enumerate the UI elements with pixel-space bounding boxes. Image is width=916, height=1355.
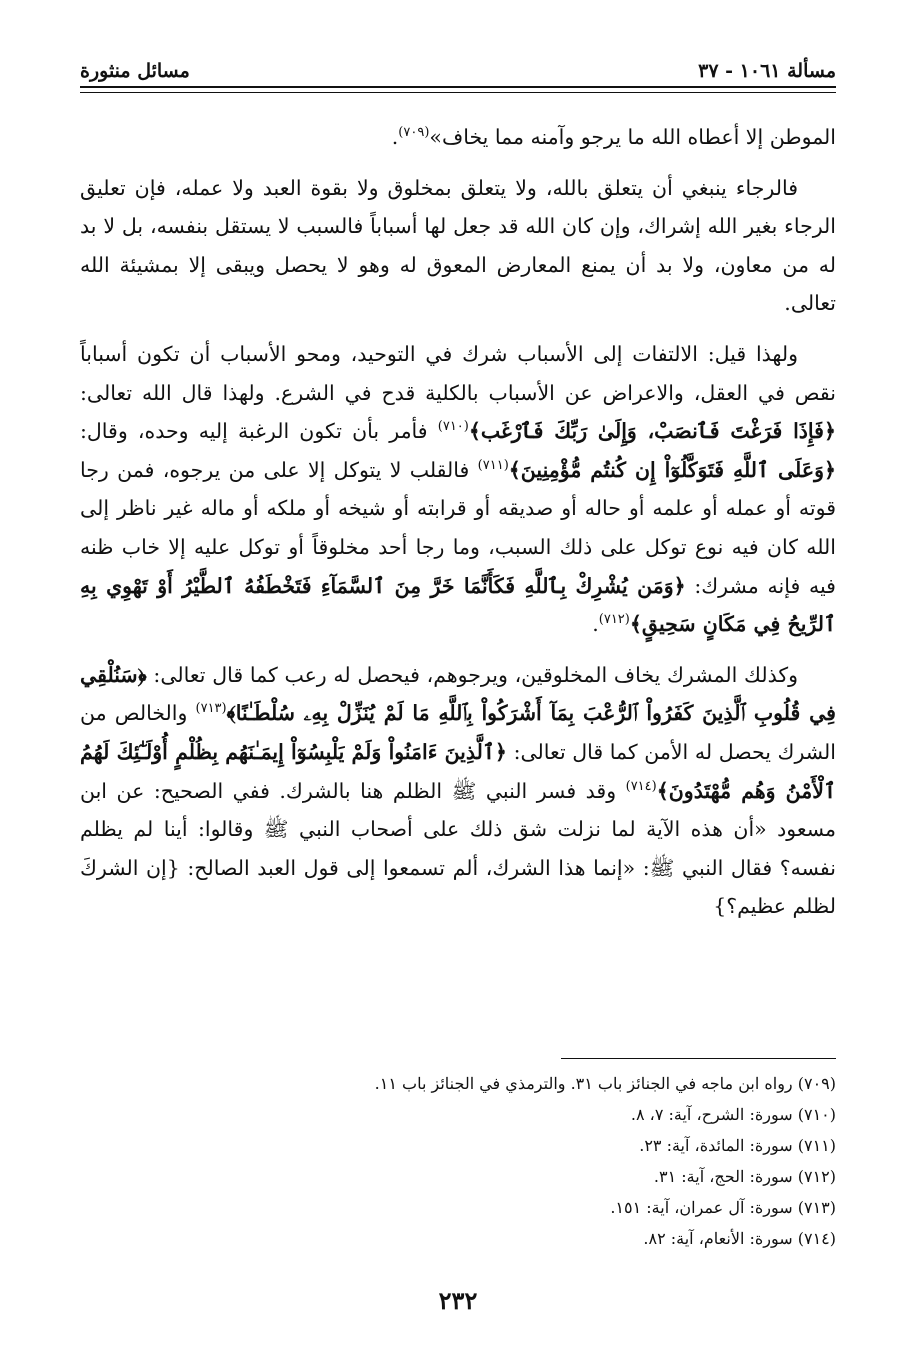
quran-verse-710: ﴿فَإِذَا فَرَغْتَ فَٱنصَبْ، وَإِلَىٰ رَبِّكَ فَٱرْغَب﴾ (468, 419, 836, 444)
paragraph-1-text: الموطن إلا أعطاه الله ما يرجو وآمنه مما يخاف» (429, 125, 836, 149)
footnote-ref-712: (٧١٢) (598, 612, 630, 628)
quran-verse-714: ﴿ٱلَّذِينَ ءَامَنُواْ وَلَمْ يَلْبِسُوٓاْ إِيمَـٰنَهُم بِظُلْمٍ أُوْلَـٰٓئِكَ لَهُمُ ٱلْأَمْنُ وَهُم مُّهْتَدُونَ﴾ (80, 739, 836, 803)
paragraph-2: فالرجاء ينبغي أن يتعلق بالله، ولا يتعلق بمخلوق ولا بقوة العبد ولا عمله، فإن تعليق الرجاء بغير الله إشراك، وإن كان الله قد جعل لها أسباباً فالسبب لا يستقل بنفسه، بل لا بد له من معاون، ولا بد أن يمنع المعارض المعوق له وهو لا يحصل ويبقى إلا بمشيئة الله تعالى. (80, 175, 836, 316)
footnote-rule (561, 1058, 836, 1059)
footnote-ref-709: (٧٠٩) (398, 125, 430, 141)
quran-verse-713: ﴿سَنُلْقِي فِي قُلُوبِ ٱلَّذِينَ كَفَرُواْ ٱلرُّعْبَ بِمَآ أَشْرَكُواْ بِٱللَّهِ مَا لَمْ يُنَزِّلْ بِهِۦ سُلْطَـٰنًا﴾ (80, 662, 836, 726)
paragraph-1-end: . (391, 125, 399, 149)
footnote-ref-714: (٧١٤) (625, 778, 657, 794)
paragraph-3-text-c: فالقلب لا يتوكل إلا على من يرجوه، فمن رجا قوته أو عمله أو علمه أو حاله أو صديقه أو قرابته أو شيخه أو ملكه أو ماله غير ناظر إلى الله كان فيه نوع توكل على ذلك السبب، وما رجا أحد مخلوقاً أو توكل عليه إلا خاب ظنه فيه فإنه مشرك: (80, 457, 836, 598)
page-number: ٢٣٢ (438, 1286, 478, 1315)
header-book-title: مسائل منثورة (80, 60, 190, 82)
footnotes (80, 1068, 836, 1254)
header-rule (80, 86, 836, 93)
paragraph-4-text-b: والخالص من الشرك يحصل له الأمن كما قال تعالى: (80, 701, 836, 764)
footnote-ref-711: (٧١١) (477, 457, 509, 473)
footnote-ref-713: (٧١٣) (195, 701, 227, 717)
quran-verse-712: ﴿وَمَن يُشْرِكْ بِٱللَّهِ فَكَأَنَّمَا خَرَّ مِنَ ٱلسَّمَآءِ فَتَخْطَفُهُ ٱلطَّيْرُ أَوْ تَهْوِي بِهِ ٱلرِّيحُ فِي مَكَانٍ سَحِيقٍ﴾ (80, 573, 836, 637)
paragraph-4-text-a: وكذلك المشرك يخاف المخلوقين، ويرجوهم، فيحصل له رعب كما قال تعالى: (153, 662, 798, 687)
paragraph-3 (80, 335, 836, 644)
footnote-ref-710: (٧١٠) (437, 419, 469, 435)
running-header (80, 52, 836, 82)
paragraph-3-end: . (592, 612, 599, 637)
footnote-713: (٧١٣) سورة: آل عمران، آية: ١٥١. (610, 1198, 836, 1217)
paragraph-4-text-c: وقد فسر النبي ﷺ الظلم هنا بالشرك. ففي الصحيح: عن ابن مسعود «أن هذه الآية لما نزلت شق ذلك على أصحاب النبي ﷺ وقالوا: أينا لم يظلم نفسه؟ فقال النبي ﷺ: «إنما هذا الشرك، ألم تسمعوا إلى قول العبد الصالح: {إن الشركَ لظلم عظيم؟} (80, 778, 836, 919)
paragraph-3-text-b: فأمر بأن تكون الرغبة إليه وحده، وقال: (80, 419, 428, 444)
paragraph-1 (80, 118, 836, 157)
footnote-712: (٧١٢) سورة: الحج، آية: ٣١. (653, 1167, 836, 1186)
quran-verse-711: ﴿وَعَلَى ٱللَّهِ فَتَوَكَّلُوٓاْ إِن كُنتُم مُّؤْمِنِينَ﴾ (508, 457, 836, 482)
paragraph-3-text-a: ولهذا قيل: الالتفات إلى الأسباب شرك في التوحيد، ومحو الأسباب أن تكون أسباباً نقص في العقل، والاعراض عن الأسباب بالكلية قدح في الشرع. ولهذا قال الله تعالى: (80, 341, 836, 405)
paragraph-4 (80, 656, 836, 926)
main-text (80, 118, 836, 926)
footnote-711: (٧١١) سورة: المائدة، آية: ٢٣. (639, 1136, 836, 1155)
header-section-title: مسألة ١٠٦١ - ٣٧ (698, 60, 836, 82)
footnote-710: (٧١٠) سورة: الشرح، آية: ٧، ٨. (630, 1105, 836, 1124)
footnote-709: (٧٠٩) رواه ابن ماجه في الجنائز باب ٣١. والترمذي في الجنائز باب ١١. (374, 1074, 836, 1093)
footnote-714: (٧١٤) سورة: الأنعام، آية: ٨٢. (643, 1229, 836, 1248)
